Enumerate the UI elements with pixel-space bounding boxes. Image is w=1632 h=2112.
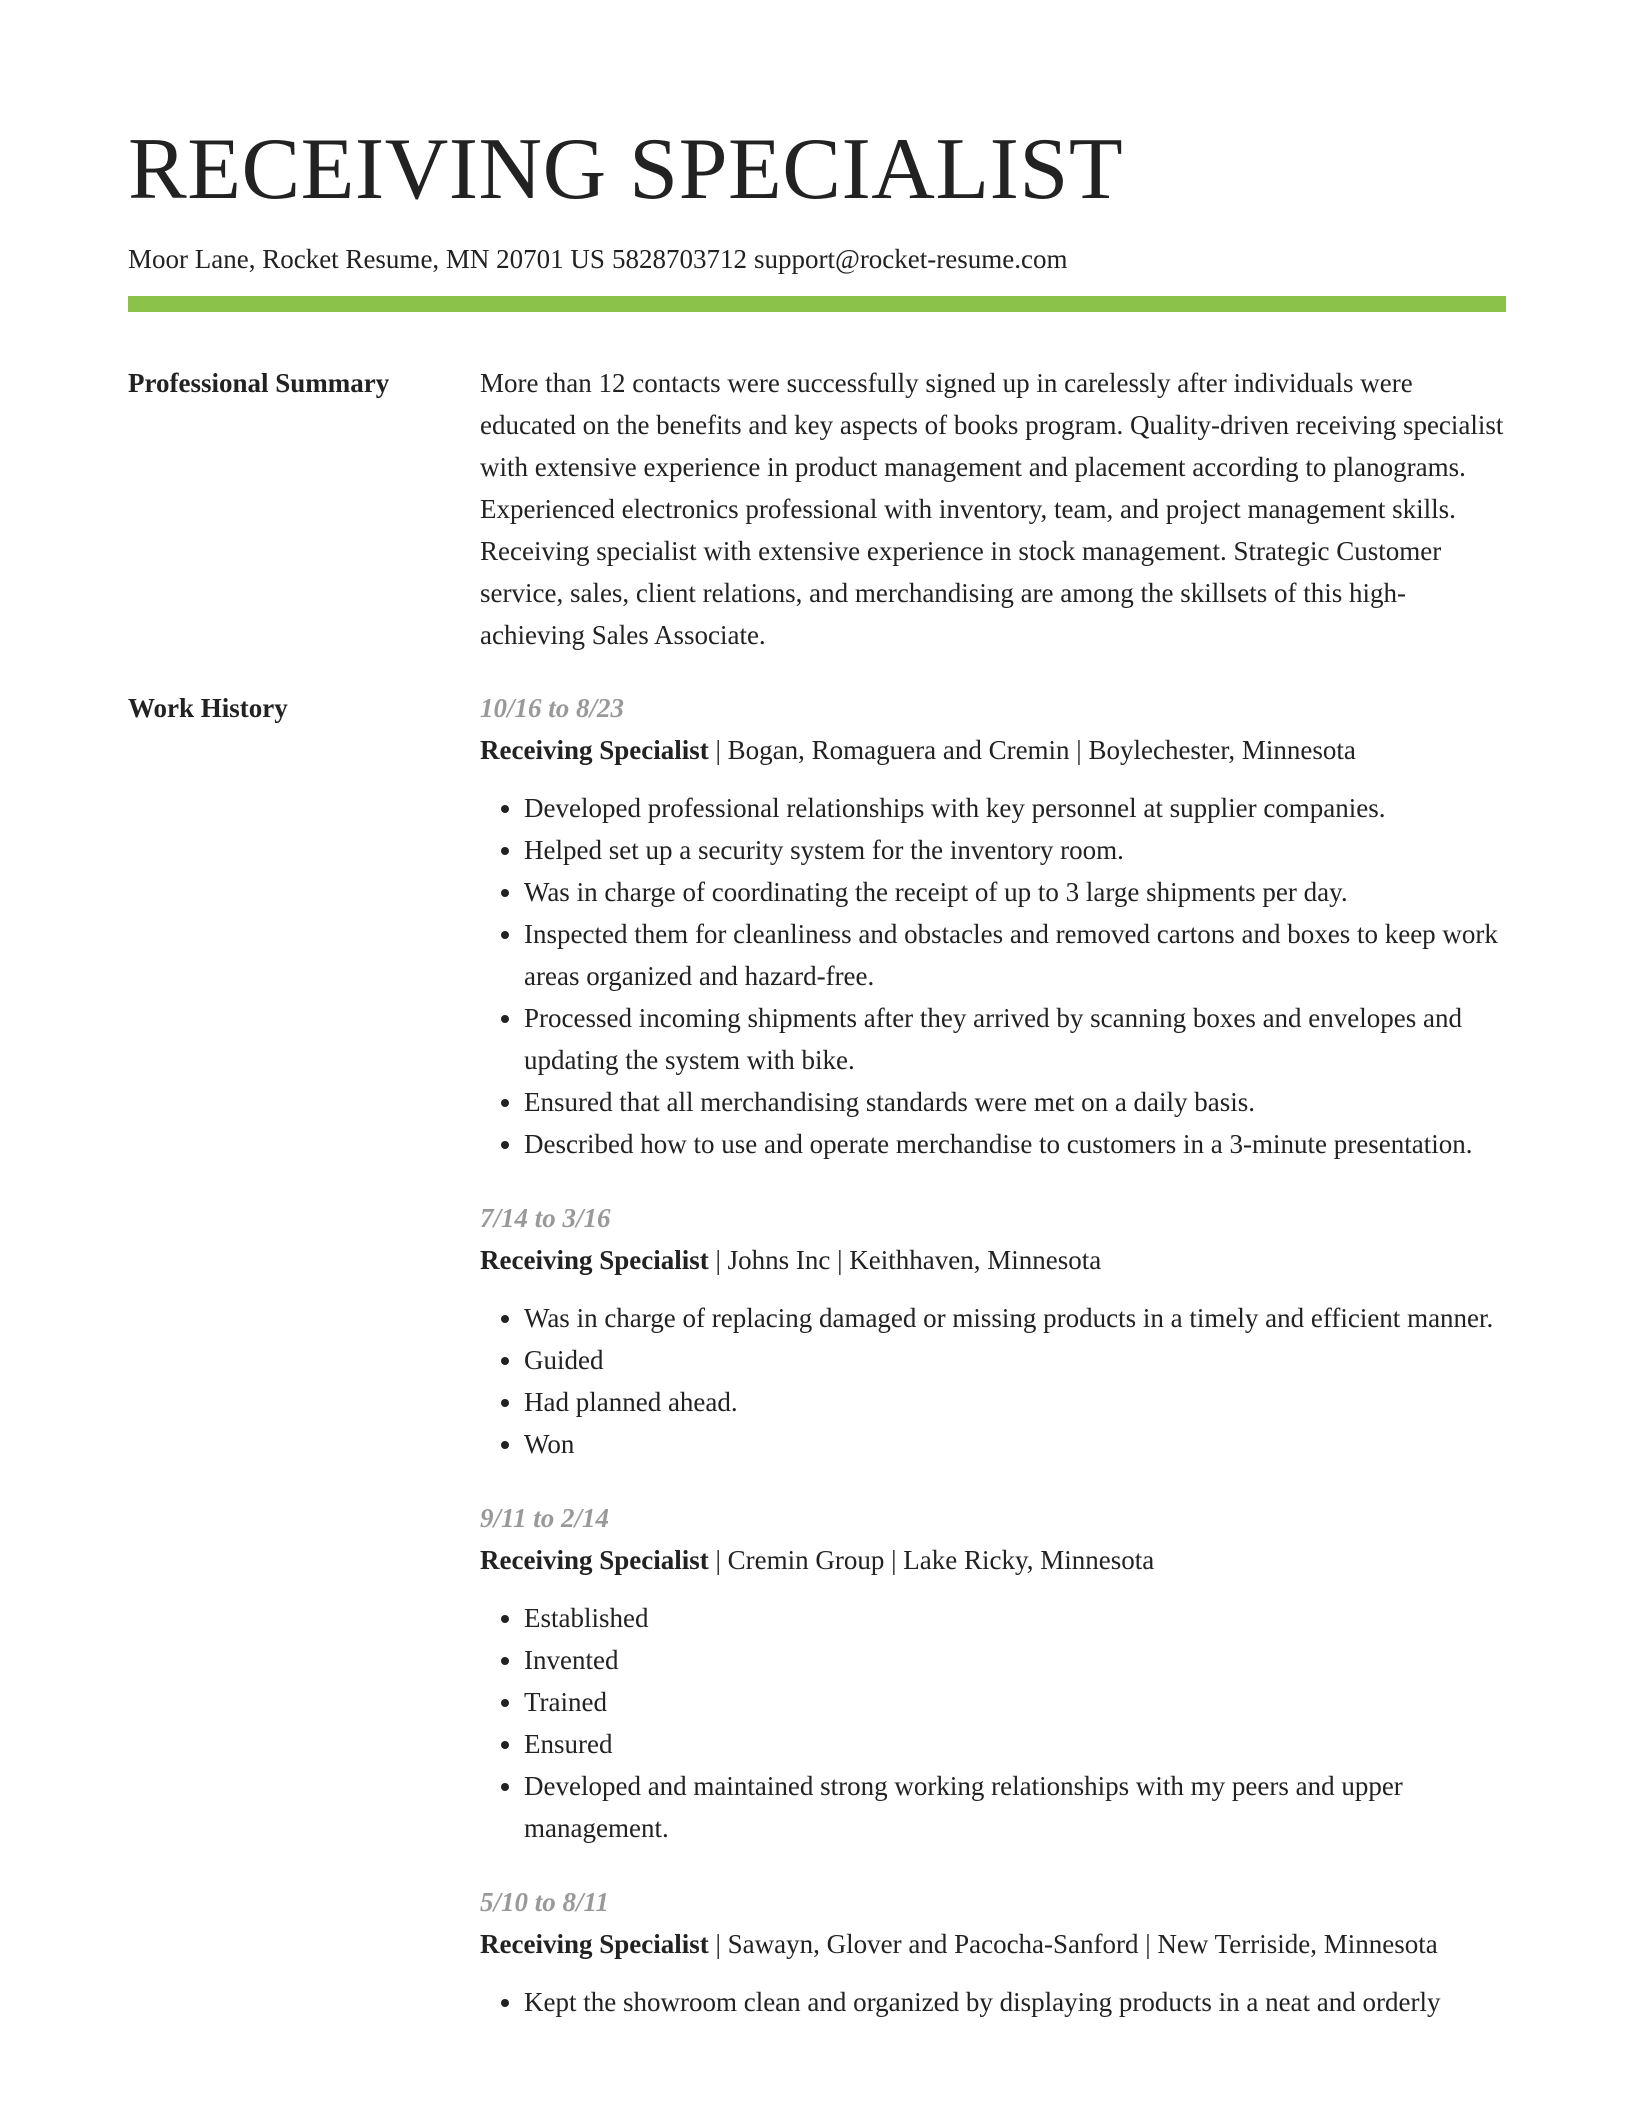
job-dates: 7/14 to 3/16 bbox=[480, 1203, 611, 1233]
job-bullet: • Inspected them for cleanliness and obstacles and removed cartons and boxes to keep work areas organized and hazard-free. bbox=[524, 913, 1506, 997]
job-bullet: • Was in charge of replacing damaged or missing products in a timely and efficient manner. bbox=[524, 1297, 1506, 1339]
job-bullet: • Ensured bbox=[524, 1723, 1506, 1765]
job-bullet: • Won bbox=[524, 1423, 1506, 1465]
job-dates: 5/10 to 8/11 bbox=[480, 1887, 610, 1917]
contact-phone: 5828703712 bbox=[611, 244, 747, 274]
job-header bbox=[480, 1539, 1506, 1581]
job-dates: 9/11 to 2/14 bbox=[480, 1503, 610, 1533]
job-dates: 10/16 to 8/23 bbox=[480, 693, 625, 723]
job-bullet: • Developed professional relationships with key personnel at supplier companies. bbox=[524, 787, 1506, 829]
job-header bbox=[480, 1239, 1506, 1281]
contact-email: support@rocket-resume.com bbox=[753, 244, 1068, 274]
job-bullets bbox=[480, 1981, 1506, 2023]
job-bullet: • Trained bbox=[524, 1681, 1506, 1723]
job-bullet: • Was in charge of coordinating the receipt of up to 3 large shipments per day. bbox=[524, 871, 1506, 913]
header-divider bbox=[128, 296, 1506, 312]
job-title: Receiving Specialist bbox=[480, 1545, 709, 1575]
resume-name: RECEIVING SPECIALIST bbox=[128, 121, 1124, 218]
job-bullet: • Helped set up a security system for the inventory room. bbox=[524, 829, 1506, 871]
contact-address: Moor Lane, Rocket Resume, MN 20701 US bbox=[128, 244, 605, 274]
contact-line bbox=[128, 242, 1506, 276]
job-bullet: • Had planned ahead. bbox=[524, 1381, 1506, 1423]
job-details: | Bogan, Romaguera and Cremin | Boylechester, Minnesota bbox=[708, 735, 1356, 765]
job-entry bbox=[480, 687, 1506, 1165]
job-bullet: • Guided bbox=[524, 1339, 1506, 1381]
resume-page bbox=[128, 120, 1506, 2055]
job-entry bbox=[480, 1197, 1506, 1465]
job-bullet: • Described how to use and operate merchandise to customers in a 3-minute presentation. bbox=[524, 1123, 1506, 1165]
job-header bbox=[480, 1923, 1506, 1965]
job-entry bbox=[480, 1497, 1506, 1849]
job-bullets bbox=[480, 1597, 1506, 1849]
summary-heading: Professional Summary bbox=[128, 368, 390, 398]
job-bullets bbox=[480, 1297, 1506, 1465]
job-bullet: • Kept the showroom clean and organized by displaying products in a neat and orderly bbox=[524, 1981, 1506, 2023]
job-bullet: • Developed and maintained strong working relationships with my peers and upper management. bbox=[524, 1765, 1506, 1849]
work-history-heading: Work History bbox=[128, 693, 288, 723]
job-bullet: • Processed incoming shipments after they arrived by scanning boxes and envelopes and updating the system with bike. bbox=[524, 997, 1506, 1081]
job-bullet: • Invented bbox=[524, 1639, 1506, 1681]
work-history-section bbox=[128, 687, 1506, 2055]
job-details: | Sawayn, Glover and Pacocha-Sanford | New Terriside, Minnesota bbox=[708, 1929, 1438, 1959]
job-title: Receiving Specialist bbox=[480, 735, 709, 765]
job-bullet: • Ensured that all merchandising standards were met on a daily basis. bbox=[524, 1081, 1506, 1123]
summary-text: More than 12 contacts were successfully signed up in carelessly after individuals were educated on the benefits and key aspects of books program. Quality-driven receiving specialist with extensive experience in product management and placement according to planograms. Experienced electronics professional with inventory, team, and project management skills. Receiving specialist with extensive experience in stock management. Strategic Customer service, sales, client relations, and merchandising are among the skillsets of this high-achieving Sales Associate. bbox=[480, 368, 1504, 650]
job-details: | Cremin Group | Lake Ricky, Minnesota bbox=[708, 1545, 1155, 1575]
job-entry bbox=[480, 1881, 1506, 2023]
summary-section bbox=[128, 362, 1506, 656]
job-header bbox=[480, 729, 1506, 771]
job-details: | Johns Inc | Keithhaven, Minnesota bbox=[708, 1245, 1102, 1275]
job-title: Receiving Specialist bbox=[480, 1929, 709, 1959]
work-history-list bbox=[480, 687, 1506, 2055]
job-bullets bbox=[480, 787, 1506, 1165]
job-bullet: • Established bbox=[524, 1597, 1506, 1639]
job-title: Receiving Specialist bbox=[480, 1245, 709, 1275]
